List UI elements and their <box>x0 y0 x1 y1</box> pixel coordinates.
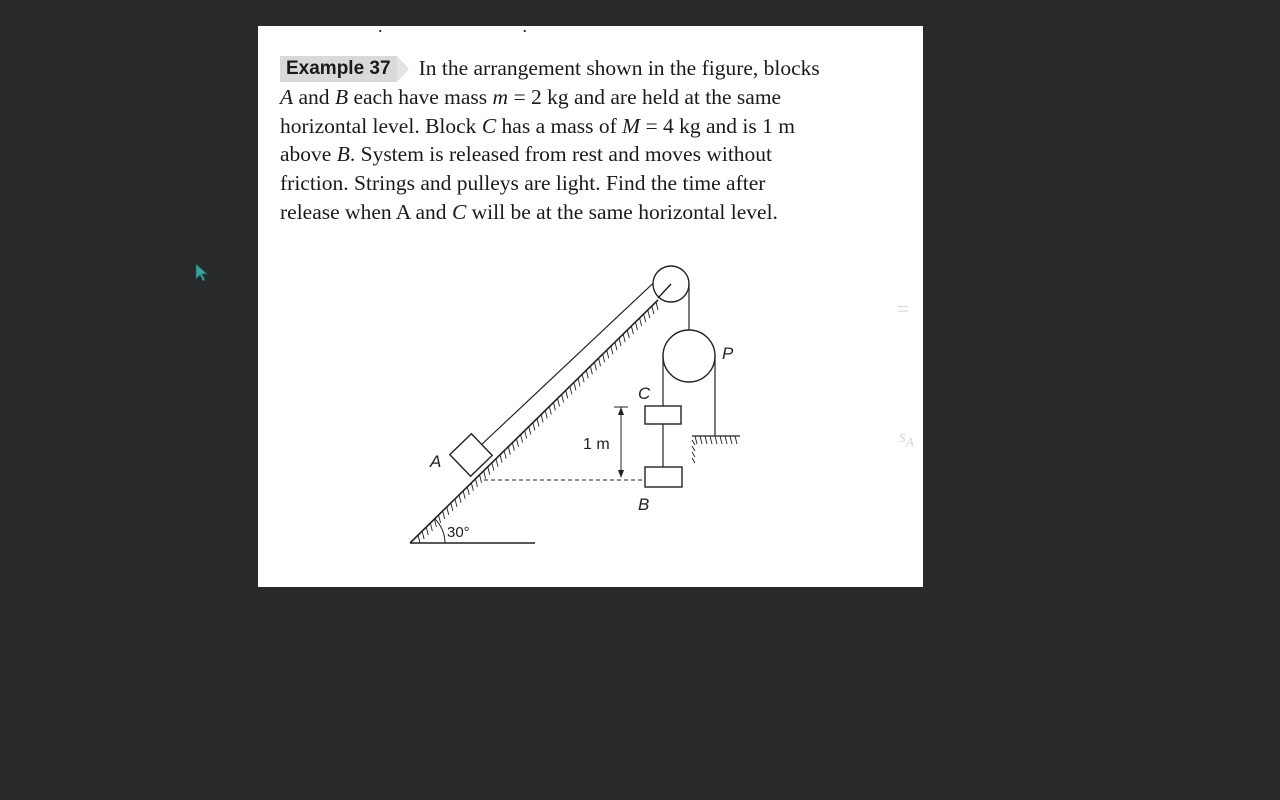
text-fragment: each have mass <box>348 84 493 109</box>
label-distance: 1 m <box>583 436 610 453</box>
pulley-p <box>663 330 715 382</box>
block-b <box>645 467 682 487</box>
text-fragment: has a mass of <box>496 113 623 138</box>
text-fragment: . System is released from rest and moves without <box>349 142 773 167</box>
label-p: P <box>722 344 734 363</box>
var-c: C <box>451 199 467 224</box>
mouse-cursor-icon <box>195 263 209 283</box>
var-b: B <box>334 84 349 109</box>
text-fragment: above <box>280 142 337 167</box>
side-sub: A <box>906 434 914 450</box>
var-big-m: M <box>622 113 641 138</box>
document-page <box>258 26 923 587</box>
text-fragment: = 4 kg and is 1 m <box>640 113 795 138</box>
line-1: In the arrangement shown in the figure, blocks <box>418 56 820 80</box>
dimension-arrow-top <box>618 407 624 415</box>
label-c: C <box>638 384 651 403</box>
text-fragment: will be at the same horizontal level. <box>466 199 778 224</box>
text-fragment: horizontal level. Block <box>280 113 482 138</box>
var-a: A <box>280 84 294 109</box>
var-m: m <box>492 84 509 109</box>
side-s: s <box>899 426 907 446</box>
var-b: B <box>336 142 350 167</box>
example-tag: Example 37 <box>280 56 397 82</box>
dimension-arrow-bottom <box>618 470 624 478</box>
label-a: A <box>430 452 442 471</box>
incline-hatching <box>418 302 658 543</box>
text-fragment: = 2 kg and are held at the same <box>508 84 782 109</box>
line-5: friction. Strings and pulleys are light. Find the time after <box>280 171 766 196</box>
text-fragment: and <box>293 84 335 109</box>
text-fragment: release when A and <box>280 199 452 224</box>
side-sa-fragment <box>899 426 914 451</box>
cropped-top-text: .. <box>378 26 667 36</box>
pulley-diagram <box>258 26 923 587</box>
var-c: C <box>481 113 497 138</box>
label-angle: 30° <box>447 524 470 541</box>
block-c <box>645 406 681 424</box>
support-hatching <box>692 436 737 463</box>
side-equals-fragment: = <box>897 296 910 321</box>
label-b: B <box>638 495 650 514</box>
string-incline <box>480 273 664 446</box>
